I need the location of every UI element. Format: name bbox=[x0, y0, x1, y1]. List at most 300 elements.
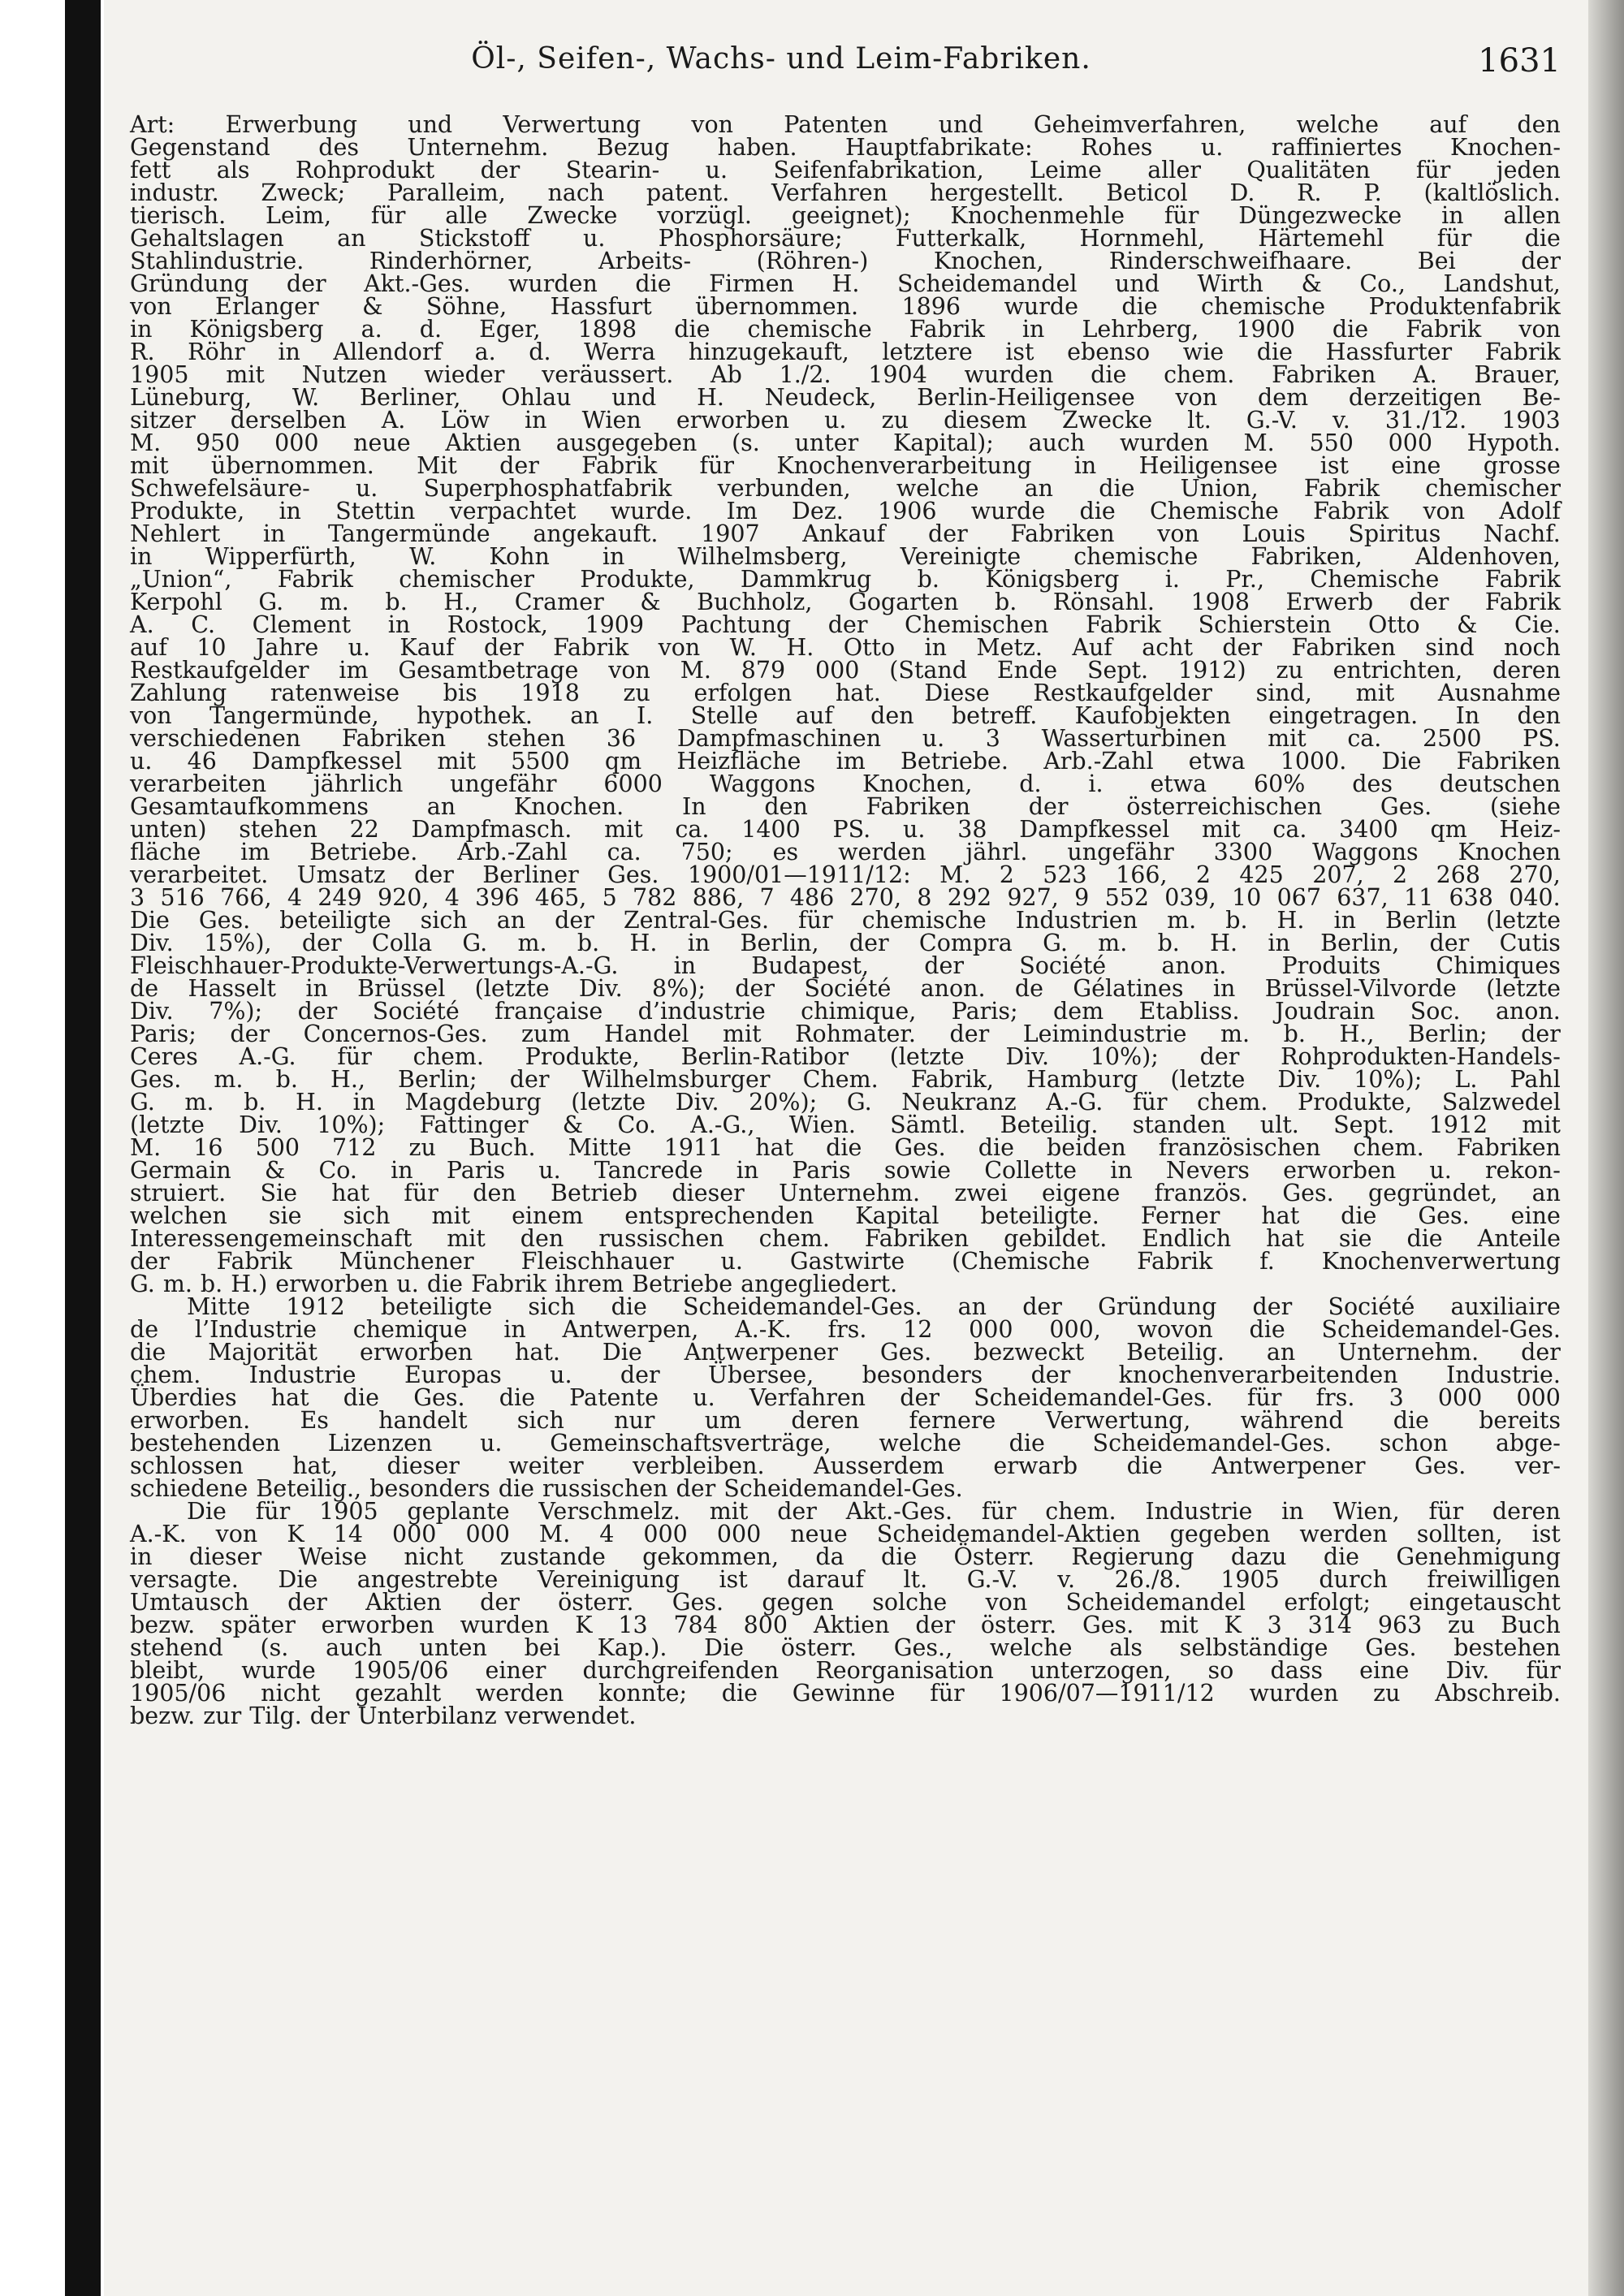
word: Rohprodukten-Handels- bbox=[1281, 1043, 1561, 1070]
word: der bbox=[130, 1248, 170, 1275]
word: Co. bbox=[617, 1111, 656, 1138]
word: m. bbox=[1098, 930, 1128, 956]
word: weiter bbox=[508, 1452, 584, 1479]
word: der bbox=[676, 1475, 716, 1502]
word: Ende bbox=[996, 657, 1058, 684]
word: Unternehm. bbox=[407, 134, 549, 161]
text-line bbox=[130, 341, 1561, 364]
word: hat, bbox=[292, 1452, 339, 1479]
word: von bbox=[985, 1589, 1028, 1616]
word: Unternehm. bbox=[1337, 1339, 1479, 1366]
word: Verfahren bbox=[749, 1384, 866, 1411]
word: ver- bbox=[1514, 1452, 1561, 1479]
text-line bbox=[130, 543, 1561, 570]
page-number: 1631 bbox=[1478, 42, 1561, 80]
word: französ. bbox=[1154, 1180, 1249, 1206]
word: Chem. bbox=[802, 1066, 879, 1093]
word: Endlich bbox=[1142, 1225, 1232, 1252]
word: in bbox=[525, 407, 547, 434]
word: 552 bbox=[1104, 884, 1149, 911]
word: die bbox=[1256, 339, 1294, 365]
word: handelt bbox=[378, 1407, 468, 1434]
text-line bbox=[130, 159, 1561, 182]
word: Düngezwecke bbox=[1238, 202, 1402, 229]
word: welche bbox=[896, 475, 979, 502]
word: mit bbox=[431, 1202, 471, 1229]
word: Heiligensee bbox=[1138, 452, 1278, 479]
word: von bbox=[1157, 520, 1199, 547]
word: des bbox=[318, 134, 359, 161]
word: erworben bbox=[1283, 1157, 1397, 1184]
word: 4 bbox=[599, 1521, 615, 1547]
word: Div. bbox=[1277, 1066, 1322, 1093]
word: Budapest, bbox=[751, 952, 870, 979]
word: H. bbox=[1210, 930, 1238, 956]
word: 550 bbox=[1309, 429, 1354, 456]
word: Wirth bbox=[1197, 270, 1263, 297]
word: 1400 bbox=[741, 816, 801, 843]
word: wurden bbox=[964, 361, 1054, 388]
text-line bbox=[130, 1293, 1561, 1320]
word: Restkaufgelder bbox=[130, 657, 309, 684]
word: hat bbox=[1266, 1225, 1304, 1252]
word: dazu bbox=[1230, 1543, 1287, 1570]
word: Sept. bbox=[1086, 657, 1149, 684]
word: übernommen. bbox=[210, 452, 374, 479]
word: verbunden, bbox=[717, 475, 851, 502]
word: bestehen bbox=[1453, 1634, 1561, 1661]
word: an bbox=[957, 1293, 987, 1320]
word: die bbox=[1323, 1543, 1360, 1570]
word: Berlin, bbox=[740, 930, 819, 956]
word: zur bbox=[203, 1703, 242, 1729]
word: Rohprodukt bbox=[295, 157, 435, 183]
word: österr. bbox=[558, 1589, 634, 1616]
word: Ausnahme bbox=[1437, 680, 1561, 706]
word: chemische bbox=[747, 316, 872, 343]
word: Fabriken bbox=[864, 1225, 970, 1252]
word: 2 bbox=[999, 861, 1014, 888]
word: H. bbox=[786, 634, 814, 661]
text-line bbox=[130, 818, 1561, 841]
word: 000 bbox=[969, 1316, 1013, 1343]
word: entrichten, bbox=[1332, 657, 1463, 684]
text-line bbox=[130, 952, 1561, 979]
word: Landshut, bbox=[1443, 270, 1561, 297]
word: Verwertung bbox=[503, 111, 641, 138]
word: jährl. bbox=[965, 839, 1028, 865]
word: Neudeck, bbox=[764, 384, 877, 411]
body-text bbox=[130, 111, 1561, 1729]
word: mit bbox=[1268, 725, 1307, 752]
word: Werra bbox=[584, 339, 656, 365]
word: Magdeburg bbox=[404, 1089, 542, 1116]
word: fläche bbox=[130, 839, 201, 865]
word: u. bbox=[538, 1157, 561, 1184]
word: von bbox=[1423, 498, 1466, 524]
word: in bbox=[305, 975, 328, 1002]
word: von bbox=[1518, 316, 1561, 343]
word: u. bbox=[480, 1430, 503, 1457]
text-line bbox=[130, 1273, 1561, 1296]
word: als bbox=[216, 157, 250, 183]
text-line bbox=[130, 1111, 1561, 1138]
word: Ges., bbox=[893, 1634, 953, 1661]
word: Div. bbox=[239, 1111, 283, 1138]
word: an bbox=[1266, 1339, 1296, 1366]
word: Kapital bbox=[855, 1202, 939, 1229]
word: Fabriken bbox=[1010, 520, 1115, 547]
word: auch bbox=[1028, 429, 1086, 456]
word: die bbox=[611, 1293, 647, 1320]
word: wurde bbox=[241, 1657, 316, 1684]
word: Kaufobjekten bbox=[1074, 702, 1231, 729]
word: de bbox=[1014, 975, 1044, 1002]
word: Tancrede bbox=[594, 1157, 703, 1184]
word: in bbox=[736, 1157, 759, 1184]
word: M. bbox=[538, 1521, 571, 1547]
word: b. bbox=[200, 1271, 223, 1297]
word: G. bbox=[1043, 930, 1068, 956]
word: Sämtl. bbox=[890, 1111, 966, 1138]
word: ist bbox=[719, 1566, 748, 1593]
word: Rinderhörner, bbox=[369, 248, 533, 274]
word: für bbox=[404, 1180, 438, 1206]
word: der bbox=[480, 157, 520, 183]
word: der bbox=[1252, 1293, 1293, 1320]
word: knochenverarbeitenden bbox=[1118, 1362, 1398, 1388]
word: Arb.-Zahl bbox=[1043, 748, 1154, 775]
word: 10 bbox=[1232, 884, 1262, 911]
word: den bbox=[1517, 111, 1561, 138]
word: Paris; bbox=[130, 1021, 197, 1047]
word: 1905 bbox=[319, 1498, 378, 1525]
word: (letzte bbox=[1486, 975, 1561, 1002]
word: Lizenzen bbox=[327, 1430, 433, 1457]
word: Fabrik bbox=[216, 1248, 292, 1275]
word: noch bbox=[1503, 634, 1561, 661]
word: 1906/07—1911/12 bbox=[999, 1680, 1215, 1707]
word: Scheidemandel-Aktien bbox=[876, 1521, 1141, 1547]
word: & bbox=[640, 589, 661, 615]
word: hat. bbox=[515, 1339, 560, 1366]
word: Scheidemandel-Ges. bbox=[683, 1293, 922, 1320]
word: 1912 bbox=[1428, 1111, 1488, 1138]
word: die bbox=[1341, 1202, 1377, 1229]
word: 207, bbox=[1312, 861, 1364, 888]
word: den bbox=[870, 702, 914, 729]
word: Mit bbox=[417, 452, 457, 479]
word: Nachf. bbox=[1484, 520, 1561, 547]
word: deutschen bbox=[1439, 770, 1561, 797]
word: v. bbox=[1332, 407, 1350, 434]
word: sind, bbox=[1255, 680, 1312, 706]
word: Gründung bbox=[1098, 1293, 1217, 1320]
word: 750; bbox=[680, 839, 733, 865]
word: A. bbox=[381, 407, 406, 434]
word: Produkte, bbox=[130, 498, 245, 524]
word: für bbox=[798, 907, 833, 934]
word: Paris bbox=[792, 1157, 851, 1184]
word: an bbox=[1024, 475, 1054, 502]
word: Eger, bbox=[479, 316, 541, 343]
word: zu bbox=[1373, 1680, 1401, 1707]
word: d. bbox=[1019, 770, 1042, 797]
word: der bbox=[927, 520, 968, 547]
word: 26./8. bbox=[1114, 1566, 1181, 1593]
word: im bbox=[240, 839, 270, 865]
word: In bbox=[1455, 702, 1480, 729]
word: d’industrie bbox=[637, 998, 766, 1025]
word: Aldenhoven, bbox=[1415, 543, 1561, 570]
word: deren bbox=[1492, 657, 1561, 684]
word: der bbox=[309, 1703, 350, 1729]
word: Ges. bbox=[1282, 1180, 1334, 1206]
word: A.-K. bbox=[130, 1521, 187, 1547]
text-line bbox=[130, 1364, 1561, 1387]
word: Fabriken bbox=[1291, 634, 1396, 661]
word: Ges. bbox=[413, 1384, 465, 1411]
word: von bbox=[691, 111, 733, 138]
word: der bbox=[509, 1066, 550, 1093]
word: (Röhren-) bbox=[756, 248, 869, 274]
word: 963 bbox=[1377, 1612, 1423, 1638]
word: nach bbox=[547, 179, 605, 206]
text-line bbox=[130, 409, 1561, 432]
word: ca. bbox=[607, 839, 641, 865]
word: M. bbox=[130, 429, 162, 456]
text-line bbox=[130, 227, 1561, 250]
word: der bbox=[827, 611, 868, 638]
text-line bbox=[130, 975, 1561, 1002]
word: unterzogen, bbox=[1030, 1657, 1172, 1684]
text-line bbox=[130, 1634, 1561, 1661]
page-margin-left bbox=[0, 0, 104, 2296]
word: Div. bbox=[130, 930, 174, 956]
word: eine bbox=[1510, 1202, 1561, 1229]
word: 3 bbox=[130, 884, 145, 911]
word: 800 bbox=[743, 1612, 788, 1638]
word: Tangermünde, bbox=[209, 702, 379, 729]
word: Die bbox=[187, 1498, 227, 1525]
word: chem. bbox=[758, 1225, 830, 1252]
word: u. bbox=[705, 157, 728, 183]
word: W. bbox=[292, 384, 320, 411]
text-line bbox=[130, 293, 1561, 320]
word: & bbox=[1301, 270, 1322, 297]
word: W. bbox=[729, 634, 757, 661]
word: Germain bbox=[130, 1157, 231, 1184]
word: des bbox=[1352, 770, 1393, 797]
word: Rohes bbox=[1080, 134, 1153, 161]
word: Chemische bbox=[1149, 498, 1279, 524]
word: um bbox=[704, 1407, 742, 1434]
word: Div. bbox=[1005, 1043, 1050, 1070]
word: Scheidemandel bbox=[1065, 1589, 1246, 1616]
word: die bbox=[1406, 1225, 1443, 1252]
word: Produkte, bbox=[580, 566, 695, 593]
word: beteiligte. bbox=[980, 1202, 1099, 1229]
word: hat bbox=[755, 1134, 794, 1161]
word: Bezug bbox=[596, 134, 670, 161]
word: sich bbox=[420, 907, 468, 934]
word: dass bbox=[1270, 1657, 1323, 1684]
word: Diese bbox=[924, 680, 990, 706]
word: auxiliaire bbox=[1450, 1293, 1561, 1320]
word: Be- bbox=[1522, 384, 1561, 411]
word: bezweckt bbox=[974, 1339, 1085, 1366]
word: Vereinigte bbox=[900, 543, 1021, 570]
word: 1906 bbox=[878, 498, 937, 524]
word: Berlin bbox=[1385, 907, 1458, 934]
word: von bbox=[130, 293, 172, 320]
word: mit bbox=[447, 1225, 486, 1252]
word: vorzügl. bbox=[657, 202, 752, 229]
word: Fabrik bbox=[1484, 566, 1561, 593]
word: Umtausch bbox=[130, 1589, 249, 1616]
word: sowie bbox=[883, 1157, 952, 1184]
word: (letzte bbox=[130, 1111, 205, 1138]
word: m. bbox=[517, 930, 547, 956]
word: d. bbox=[419, 316, 443, 343]
word: der bbox=[1030, 1362, 1071, 1388]
word: Verwertung, bbox=[1045, 1407, 1191, 1434]
word: mit bbox=[1355, 680, 1395, 706]
text-line bbox=[130, 1591, 1561, 1614]
word: Soc. bbox=[1410, 998, 1461, 1025]
word: M. bbox=[680, 657, 711, 684]
word: 1905/06 bbox=[352, 1657, 449, 1684]
word: von bbox=[658, 634, 701, 661]
word: Louis bbox=[1242, 520, 1306, 547]
word: Gemeinschaftsverträge, bbox=[550, 1430, 831, 1457]
text-line bbox=[130, 136, 1561, 159]
word: bis bbox=[443, 680, 477, 706]
text-line bbox=[130, 841, 1561, 864]
word: 60% bbox=[1254, 770, 1306, 797]
word: ca. bbox=[1347, 725, 1382, 752]
word: 10%); bbox=[1354, 1066, 1423, 1093]
word: 040. bbox=[1509, 884, 1561, 911]
word: Stahlindustrie. bbox=[130, 248, 304, 274]
word: einer bbox=[485, 1657, 546, 1684]
word: bereits bbox=[1479, 1407, 1561, 1434]
text-line bbox=[130, 179, 1561, 206]
word: m. bbox=[319, 589, 349, 615]
word: 2500 bbox=[1422, 725, 1482, 752]
word: eine bbox=[1391, 452, 1441, 479]
word: an bbox=[337, 225, 366, 252]
word: Dez. bbox=[792, 498, 844, 524]
word: (siehe bbox=[1490, 793, 1561, 820]
word: 1896 bbox=[901, 293, 961, 320]
word: haben. bbox=[717, 134, 797, 161]
text-line bbox=[130, 1134, 1561, 1161]
word: u. bbox=[693, 1384, 715, 1411]
word: G. bbox=[130, 1089, 155, 1116]
word: Paralleim, bbox=[387, 179, 506, 206]
word: versagte. bbox=[130, 1566, 239, 1593]
word: 2 bbox=[1393, 861, 1408, 888]
word: Übersee, bbox=[708, 1362, 814, 1388]
word: Fabriken bbox=[1272, 361, 1376, 388]
word: u. bbox=[130, 748, 153, 775]
word: Fabrik bbox=[1137, 1248, 1213, 1275]
word: Ges. bbox=[1380, 793, 1432, 820]
word: Härtemehl bbox=[1258, 225, 1384, 252]
word: für bbox=[337, 1043, 372, 1070]
word: zu bbox=[408, 1134, 436, 1161]
word: 000 bbox=[465, 1521, 510, 1547]
word: den bbox=[520, 1225, 564, 1252]
word: Arbeits- bbox=[598, 248, 692, 274]
word: Produktenfabrik bbox=[1368, 293, 1561, 320]
text-line bbox=[130, 1432, 1561, 1455]
text-line bbox=[130, 1202, 1561, 1229]
word: Industrie. bbox=[1445, 1362, 1561, 1388]
word: Es bbox=[300, 1407, 329, 1434]
word: 782 bbox=[633, 884, 677, 911]
word: Buchholz, bbox=[697, 589, 813, 615]
word: Brüssel-Vilvorde bbox=[1264, 975, 1457, 1002]
word: Union, bbox=[1180, 475, 1259, 502]
word: Dammkrug bbox=[740, 566, 872, 593]
word: ca. bbox=[675, 816, 710, 843]
word: Vereinigung bbox=[537, 1566, 680, 1593]
word: unten bbox=[419, 1634, 487, 1661]
word: Geheimverfahren, bbox=[1033, 111, 1246, 138]
word: schon bbox=[1379, 1430, 1449, 1457]
word: für bbox=[1132, 1089, 1168, 1116]
word: H. bbox=[831, 270, 860, 297]
word: in bbox=[503, 1316, 526, 1343]
word: Wasserturbinen bbox=[1041, 725, 1227, 752]
word: konnte; bbox=[598, 1680, 688, 1707]
word: und bbox=[408, 111, 453, 138]
word: 000 bbox=[1437, 1384, 1483, 1411]
text-line bbox=[130, 1250, 1561, 1273]
word: erfolgen bbox=[693, 680, 793, 706]
word: Knochen. bbox=[513, 793, 624, 820]
word: die bbox=[498, 1475, 534, 1502]
word: 10 bbox=[197, 634, 227, 661]
word: Leimindustrie bbox=[1022, 1021, 1187, 1047]
word: Futterkalk, bbox=[895, 225, 1027, 252]
word: 465, bbox=[534, 884, 587, 911]
word: erworben. bbox=[130, 1407, 251, 1434]
word: stehend bbox=[130, 1634, 223, 1661]
word: Restkaufgelder bbox=[1033, 680, 1212, 706]
word: Antwerpener bbox=[1212, 1452, 1366, 1479]
word: in bbox=[1441, 202, 1464, 229]
word: den bbox=[473, 1180, 516, 1206]
word: in bbox=[387, 611, 411, 638]
word: b. bbox=[1283, 1021, 1306, 1047]
word: b. bbox=[917, 566, 939, 593]
word: Nehlert bbox=[130, 520, 221, 547]
word: Industrie bbox=[1145, 1498, 1253, 1525]
word: auch bbox=[326, 1634, 382, 1661]
word: Scheidemandel-Ges. bbox=[974, 1384, 1213, 1411]
text-line bbox=[130, 1341, 1561, 1364]
word: b. bbox=[994, 589, 1017, 615]
word: wurde bbox=[1004, 293, 1078, 320]
text-line bbox=[130, 1068, 1561, 1091]
word: rekon- bbox=[1484, 1157, 1561, 1184]
word: für bbox=[981, 1498, 1017, 1525]
word: in bbox=[924, 634, 948, 661]
word: 879 bbox=[741, 657, 786, 684]
